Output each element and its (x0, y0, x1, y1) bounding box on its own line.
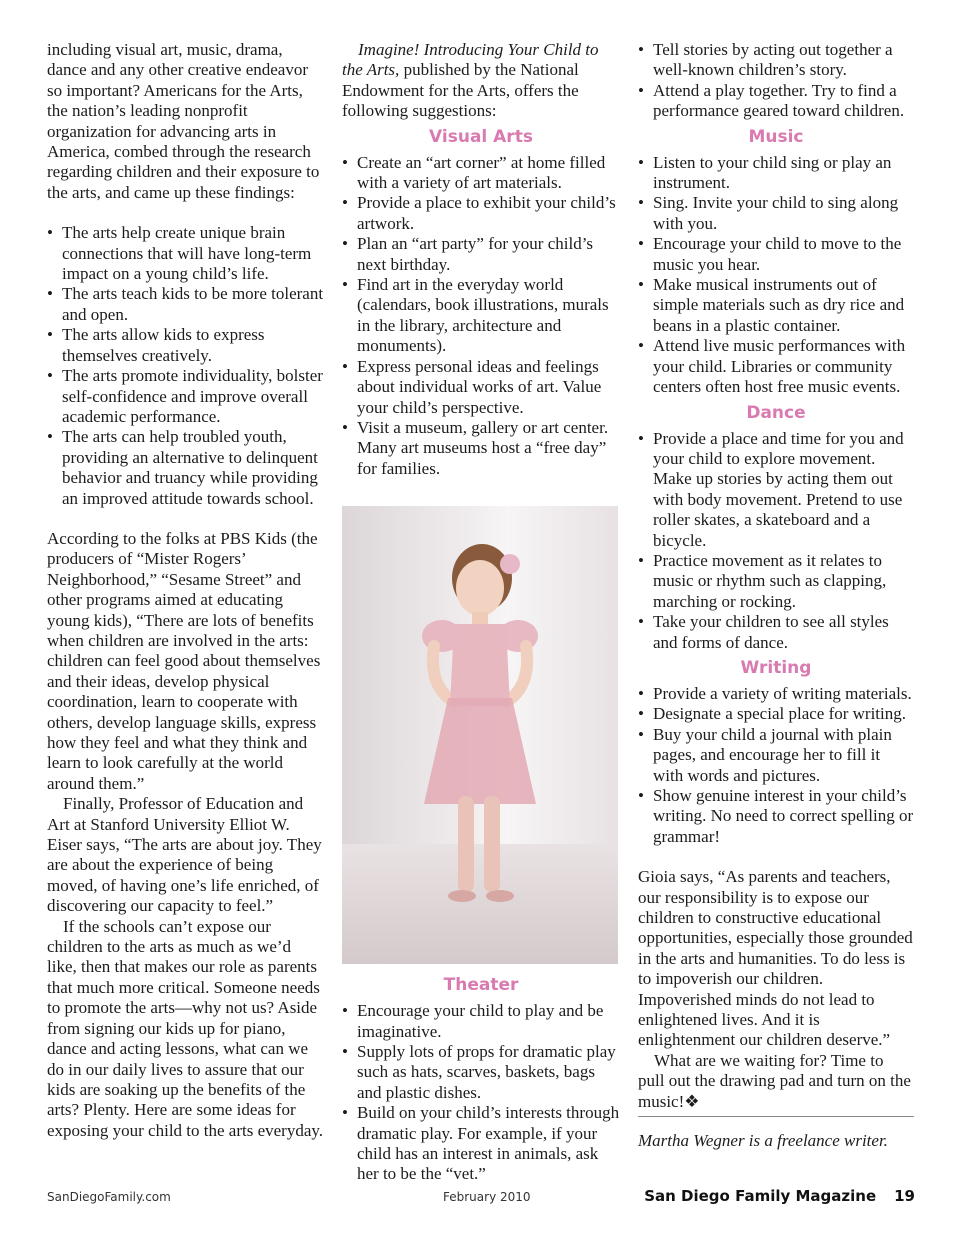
dance-list (638, 429, 914, 653)
list-item: • Show genuine interest in your child’s writing. No need to correct spelling or grammar! (638, 786, 914, 847)
divider (638, 1116, 914, 1117)
column-3 (638, 40, 914, 1152)
intro-paragraph: including visual art, music, drama, dance and any other creative endeavor so important? Americans for the Arts, the nation’s leading nonprofit organization for advancing arts in America, combed through the research regarding children and their exposure to the arts, and came up these findings: (47, 40, 320, 202)
theater-heading: Theater (443, 975, 519, 996)
list-item: • Attend a play together. Try to find a performance geared toward children. (638, 81, 914, 122)
list-item: • Find art in the everyday world (calendars, book illustrations, murals in the library, architecture and monuments). (342, 275, 620, 357)
page-number: 19 (894, 1187, 915, 1205)
visual-arts-list (342, 153, 620, 480)
theater-list-continued (638, 40, 914, 122)
schools-paragraph: If the schools can’t expose our children to the arts as much as we’d like, then that makes our role as parents that much more critical. Someone needs to promote the arts—why not us? Aside from signing our kids up for piano, dance and acting lessons, what can we do in our daily lives to assure that our kids are soaking up the benefits of the arts? Plenty. Here are some ideas for exposing your child to the arts everyday. (47, 916, 324, 1140)
list-item: • Create an “art corner” at home filled with a variety of art materials. (342, 153, 620, 194)
list-item: • Provide a place and time for you and your child to explore movement. Make up stories by acting them out with body movement. Pretend to use roller skates, a skateboard and a bicycle. (638, 429, 914, 551)
list-item: • Plan an “art party” for your child’s next birthday. (342, 234, 620, 275)
eiser-paragraph: Finally, Professor of Education and Art at Stanford University Elliot W. Eiser says, “The arts are about joy. They are about the experience of being moved, of having one’s life enriched, of discovering our capacity to feel.” (47, 794, 322, 916)
list-item: • Designate a special place for writing. (638, 704, 914, 724)
music-list (638, 153, 914, 398)
list-item: • Encourage your child to play and be imaginative. (342, 1001, 620, 1042)
column-2 (342, 40, 620, 1185)
list-item: • Visit a museum, gallery or art center. Many art museums host a “free day” for families. (342, 418, 620, 479)
nea-intro-text: published by the National Endowment for the Arts, offers the following suggestions: (342, 60, 579, 121)
list-item: • Listen to your child sing or play an instrument. (638, 153, 914, 194)
list-item: • Build on your child’s interests through dramatic play. For example, if your child has an interest in animals, ask her to be the “vet.” (342, 1103, 620, 1185)
book-title: Imagine! Introducing Your Child to the Arts, (342, 40, 599, 80)
writing-list (638, 684, 914, 847)
list-item: • The arts promote individuality, bolster self-confidence and improve overall academic performance. (47, 366, 325, 427)
closing-paragraph: What are we waiting for? Time to pull out the drawing pad and turn on the music!❖ (638, 1050, 911, 1111)
list-item: • The arts allow kids to express themselves creatively. (47, 325, 325, 366)
pbs-paragraph: According to the folks at PBS Kids (the producers of “Mister Rogers’ Neighborhood,” “Sesame Street” and other programs aimed at educating young kids), “There are lots of benefits when children are involved in the arts: children can feel good about themselves and their ideas, develop physical coordination, learn to cooperate with others, develop language skills, express how they feel and what they think and learn to look carefully at the world around them.” (47, 528, 321, 793)
list-item: • Express personal ideas and feelings about individual works of art. Value your child’s perspective. (342, 357, 620, 418)
ballerina-photo (342, 506, 618, 964)
gioia-paragraph: Gioia says, “As parents and teachers, our responsibility is to expose our children to constructive educational opportunities, especially those grounded in the arts and humanities. To do less is to impoverish our children. Impoverished minds do not lead to enlightened lives. And it is enlightenment our children deserve.” (638, 867, 913, 1050)
column-1 (47, 40, 325, 1141)
list-item: • Supply lots of props for dramatic play such as hats, scarves, baskets, bags and plastic dishes. (342, 1042, 620, 1103)
list-item: • Make musical instruments out of simple materials such as dry rice and beans in a plastic container. (638, 275, 914, 336)
findings-list (47, 223, 325, 509)
theater-list (342, 1001, 620, 1185)
list-item: • The arts help create unique brain connections that will have long-term impact on a young child’s life. (47, 223, 325, 284)
list-item: • Attend live music performances with your child. Libraries or community centers often host free music events. (638, 336, 914, 397)
list-item: • The arts teach kids to be more tolerant and open. (47, 284, 325, 325)
list-item: • Tell stories by acting out together a well-known children’s story. (638, 40, 914, 81)
list-item: • Take your children to see all styles and forms of dance. (638, 612, 914, 653)
author-byline: Martha Wegner is a freelance writer. (638, 1131, 888, 1151)
magazine-name: San Diego Family Magazine (644, 1187, 877, 1205)
visual-arts-heading: Visual Arts (429, 126, 533, 147)
writing-heading: Writing (740, 657, 812, 678)
list-item: • Buy your child a journal with plain pages, and encourage her to fill it with words and pictures. (638, 725, 914, 786)
footer-website: SanDiegoFamily.com (47, 1190, 171, 1204)
nea-intro-paragraph (342, 40, 620, 122)
list-item: • Practice movement as it relates to music or rhythm such as clapping, marching or rocking. (638, 551, 914, 612)
music-heading: Music (748, 126, 804, 147)
list-item: • Provide a place to exhibit your child’s artwork. (342, 193, 620, 234)
list-item: • Provide a variety of writing materials. (638, 684, 914, 704)
list-item: • Sing. Invite your child to sing along with you. (638, 193, 914, 234)
footer-magazine (644, 1187, 915, 1205)
list-item: • The arts can help troubled youth, providing an alternative to delinquent behavior and truancy while providing an improved attitude towards school. (47, 427, 325, 509)
list-item: • Encourage your child to move to the music you hear. (638, 234, 914, 275)
dance-heading: Dance (746, 402, 806, 423)
footer-date: February 2010 (443, 1190, 531, 1204)
